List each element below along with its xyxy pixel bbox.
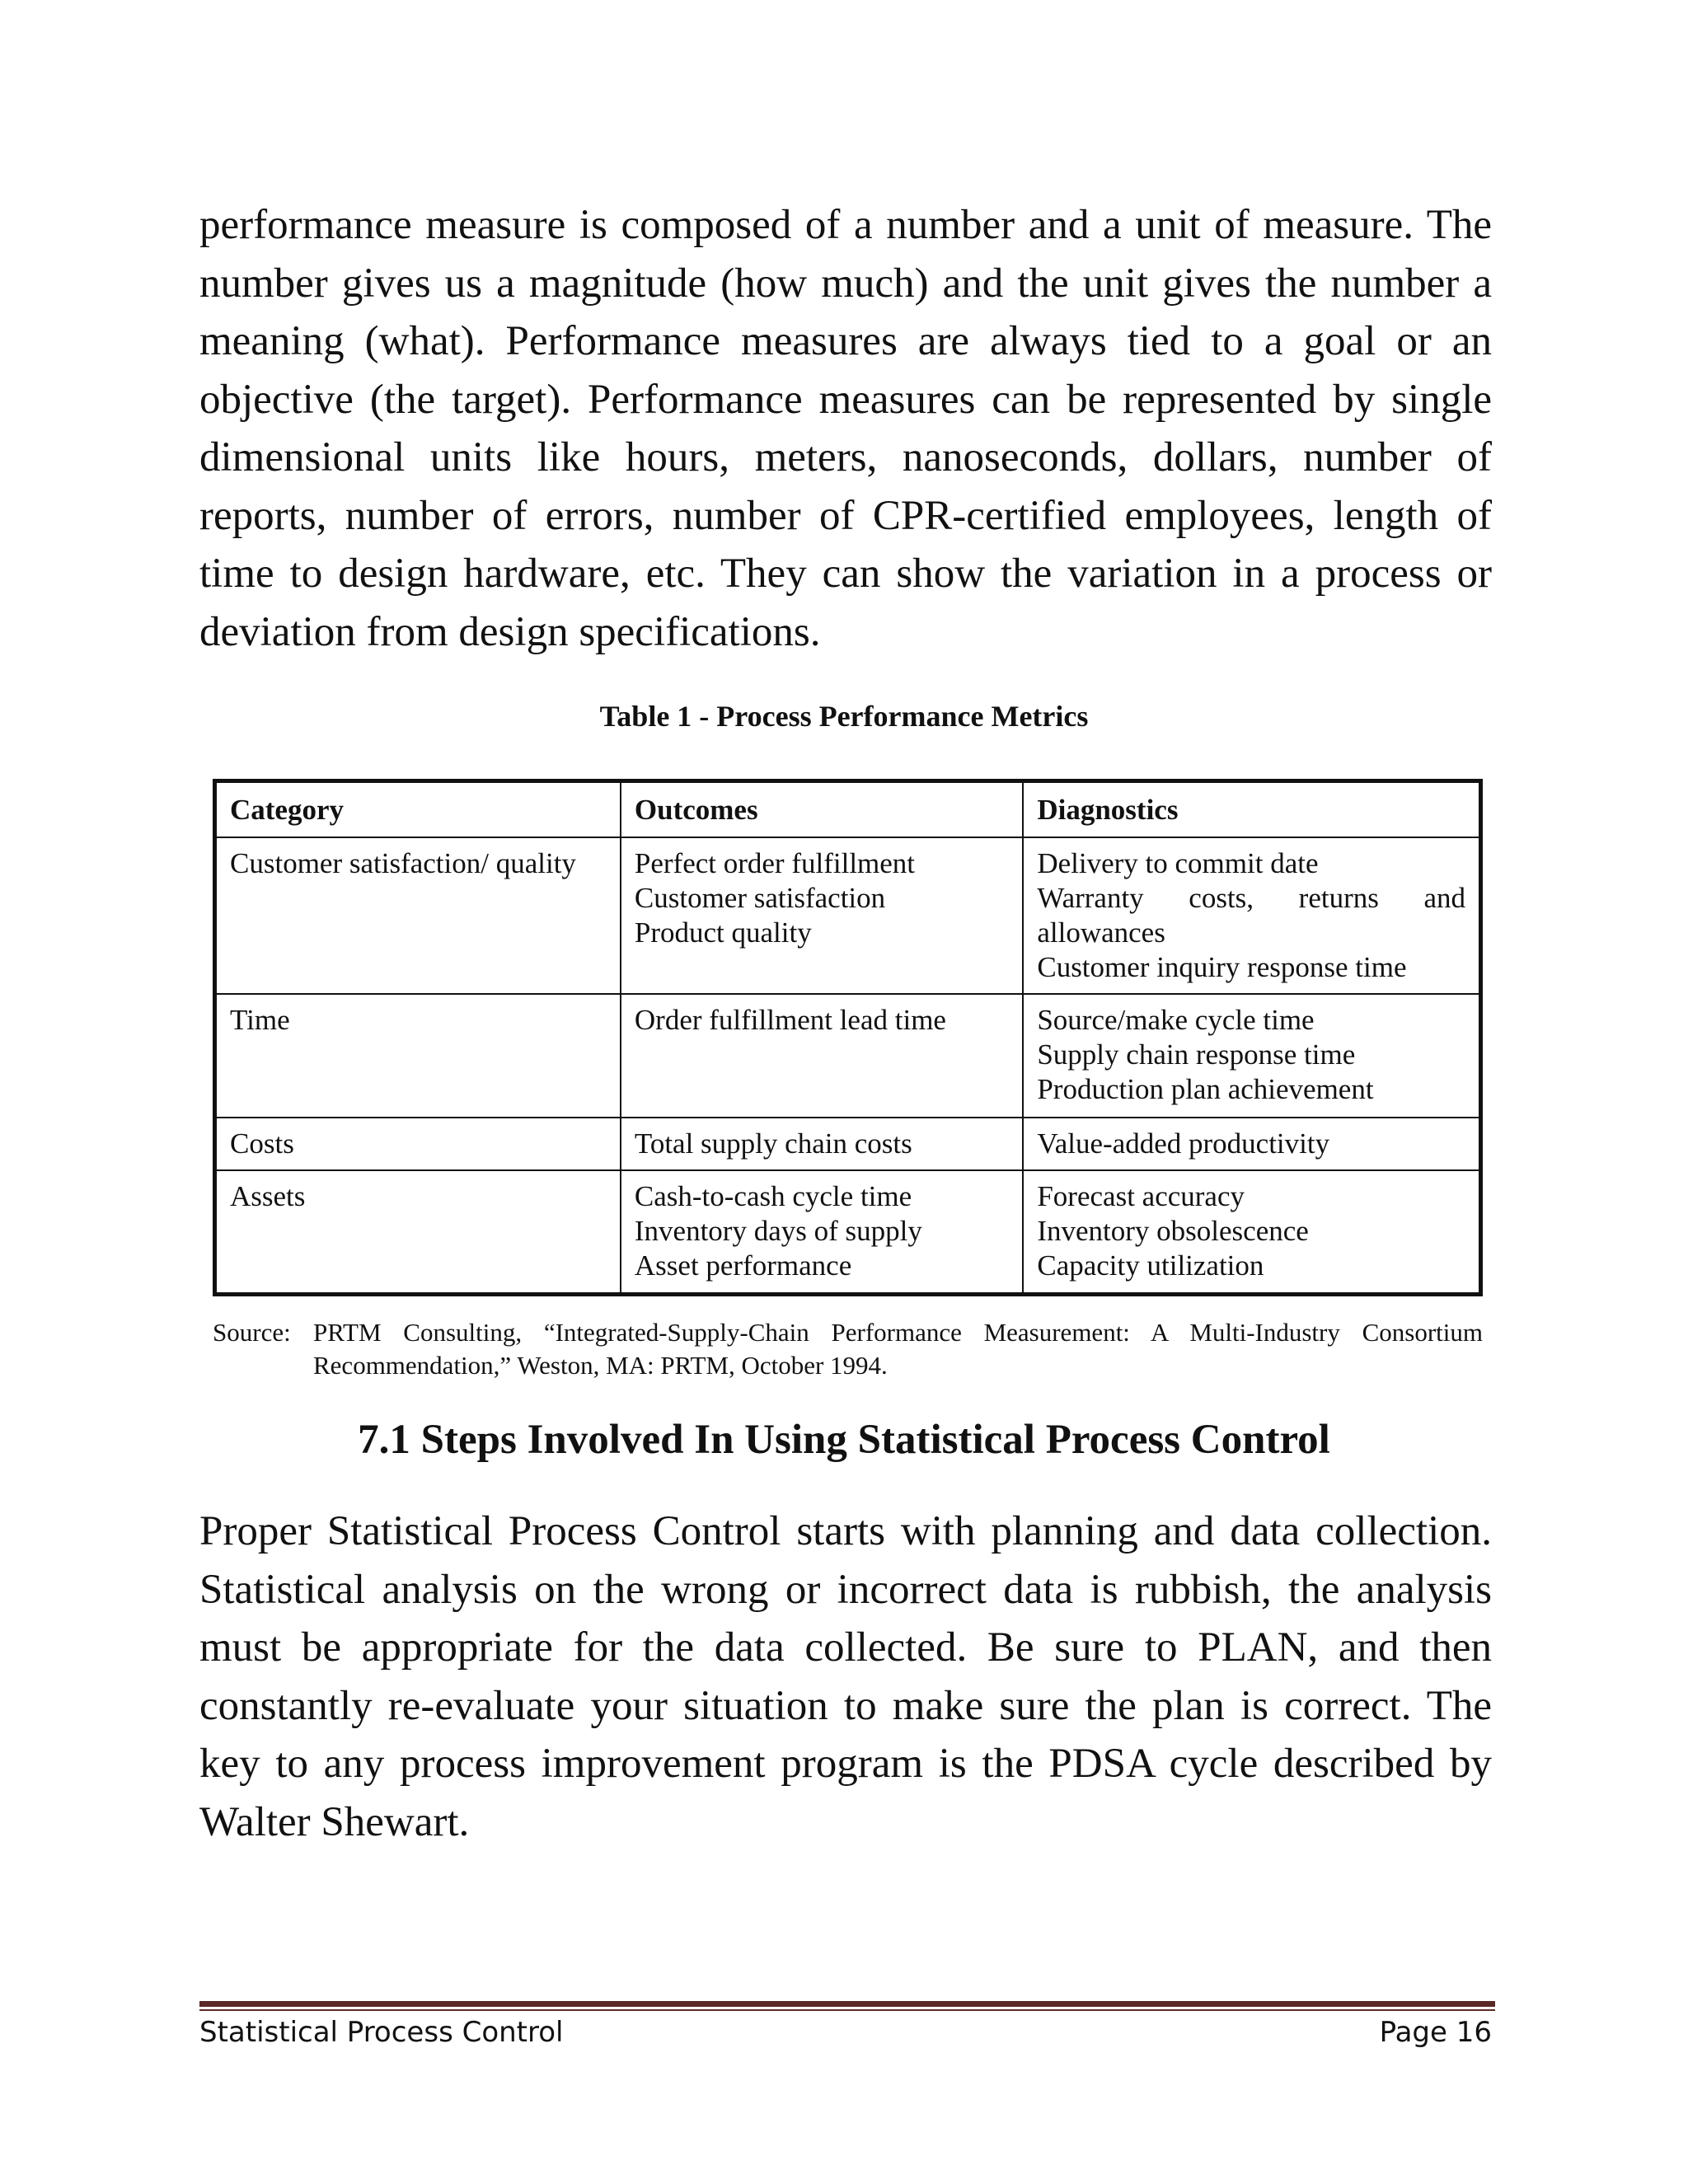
outcome-item: Cash-to-cash cycle time <box>634 1180 912 1212</box>
diagnostic-item: allowances <box>1037 916 1165 949</box>
diagnostic-item: Forecast accuracy <box>1037 1180 1245 1212</box>
footer-divider <box>199 2001 1495 2007</box>
footer-document-title: Statistical Process Control <box>199 2016 564 2049</box>
category-cell: Customer satisfaction/ quality <box>215 837 621 994</box>
outcome-item: Perfect order fulfillment <box>634 847 916 879</box>
table-row <box>215 837 1481 994</box>
outcomes-cell <box>621 1118 1023 1170</box>
footer-divider-thin <box>199 2009 1495 2011</box>
diagnostics-cell <box>1023 1170 1480 1294</box>
diagnostics-cell <box>1023 994 1480 1118</box>
table-caption: Table 1 - Process Performance Metrics <box>599 700 1089 733</box>
outcome-item: Order fulfillment lead time <box>634 1004 946 1036</box>
source-citation: PRTM Consulting, “Integrated-Supply-Chain Performance Measurement: A Multi-Industry Consortium Recommendation,” Weston, MA: PRTM, October 1994. <box>313 1318 1483 1380</box>
outcome-item: Customer satisfaction <box>634 882 886 914</box>
outcome-item: Asset performance <box>634 1249 852 1282</box>
section-heading: 7.1 Steps Involved In Using Statistical Process Control <box>358 1417 1330 1463</box>
diagnostic-item: Production plan achievement <box>1037 1073 1374 1105</box>
outcome-item: Product quality <box>634 916 812 949</box>
diagnostic-item: Source/make cycle time <box>1037 1004 1315 1036</box>
table-header-row <box>215 781 1481 838</box>
table-row <box>215 994 1481 1118</box>
header-category: Category <box>215 781 621 838</box>
category-cell: Costs <box>215 1118 621 1170</box>
intro-paragraph: performance measure is composed of a number and a unit of measure. The number gives us a magnitude (how much) and the unit gives the number a meaning (what). Performance measures are always tied to a goal or an objective (the target). Performance measures can be represented by single dimensional units like hours, meters, nanoseconds, dollars, number of reports, number of errors, number of CPR-certified employees, length of time to design hardware, etc. They can show the variation in a process or deviation from design specifications. <box>199 202 1492 655</box>
outcome-item: Total supply chain costs <box>634 1127 912 1160</box>
table-row <box>215 1118 1481 1170</box>
outcomes-cell <box>621 837 1023 994</box>
table-source-note <box>213 1316 1483 1382</box>
diagnostics-cell <box>1023 1118 1480 1170</box>
diagnostic-item: Warranty costs, returns and <box>1037 882 1465 914</box>
diagnostic-item: Value-added productivity <box>1037 1127 1330 1160</box>
diagnostic-item: Customer inquiry response time <box>1037 951 1407 983</box>
diagnostic-item: Capacity utilization <box>1037 1249 1264 1282</box>
category-cell: Time <box>215 994 621 1118</box>
section-paragraph: Proper Statistical Process Control starts with planning and data collection. Statistical analysis on the wrong or incorrect data is rubbish, the analysis must be appropriate for the data collected. Be sure to PLAN, and then constantly re-evaluate your situation to make sure the plan is correct. The key to any process improvement program is the PDSA cycle described by Walter Shewart. <box>199 1508 1492 1845</box>
header-diagnostics: Diagnostics <box>1023 781 1480 838</box>
outcome-item: Inventory days of supply <box>634 1215 922 1247</box>
footer-page-number: Page 16 <box>1379 2016 1492 2049</box>
diagnostic-item: Supply chain response time <box>1037 1038 1356 1071</box>
outcomes-cell <box>621 994 1023 1118</box>
process-metrics-table <box>213 779 1483 1296</box>
source-label: Source: <box>213 1318 291 1347</box>
header-outcomes: Outcomes <box>621 781 1023 838</box>
category-cell: Assets <box>215 1170 621 1294</box>
diagnostic-item: Delivery to commit date <box>1037 847 1319 879</box>
table-row <box>215 1170 1481 1294</box>
diagnostic-item: Inventory obsolescence <box>1037 1215 1309 1247</box>
diagnostics-cell <box>1023 837 1480 994</box>
outcomes-cell <box>621 1170 1023 1294</box>
